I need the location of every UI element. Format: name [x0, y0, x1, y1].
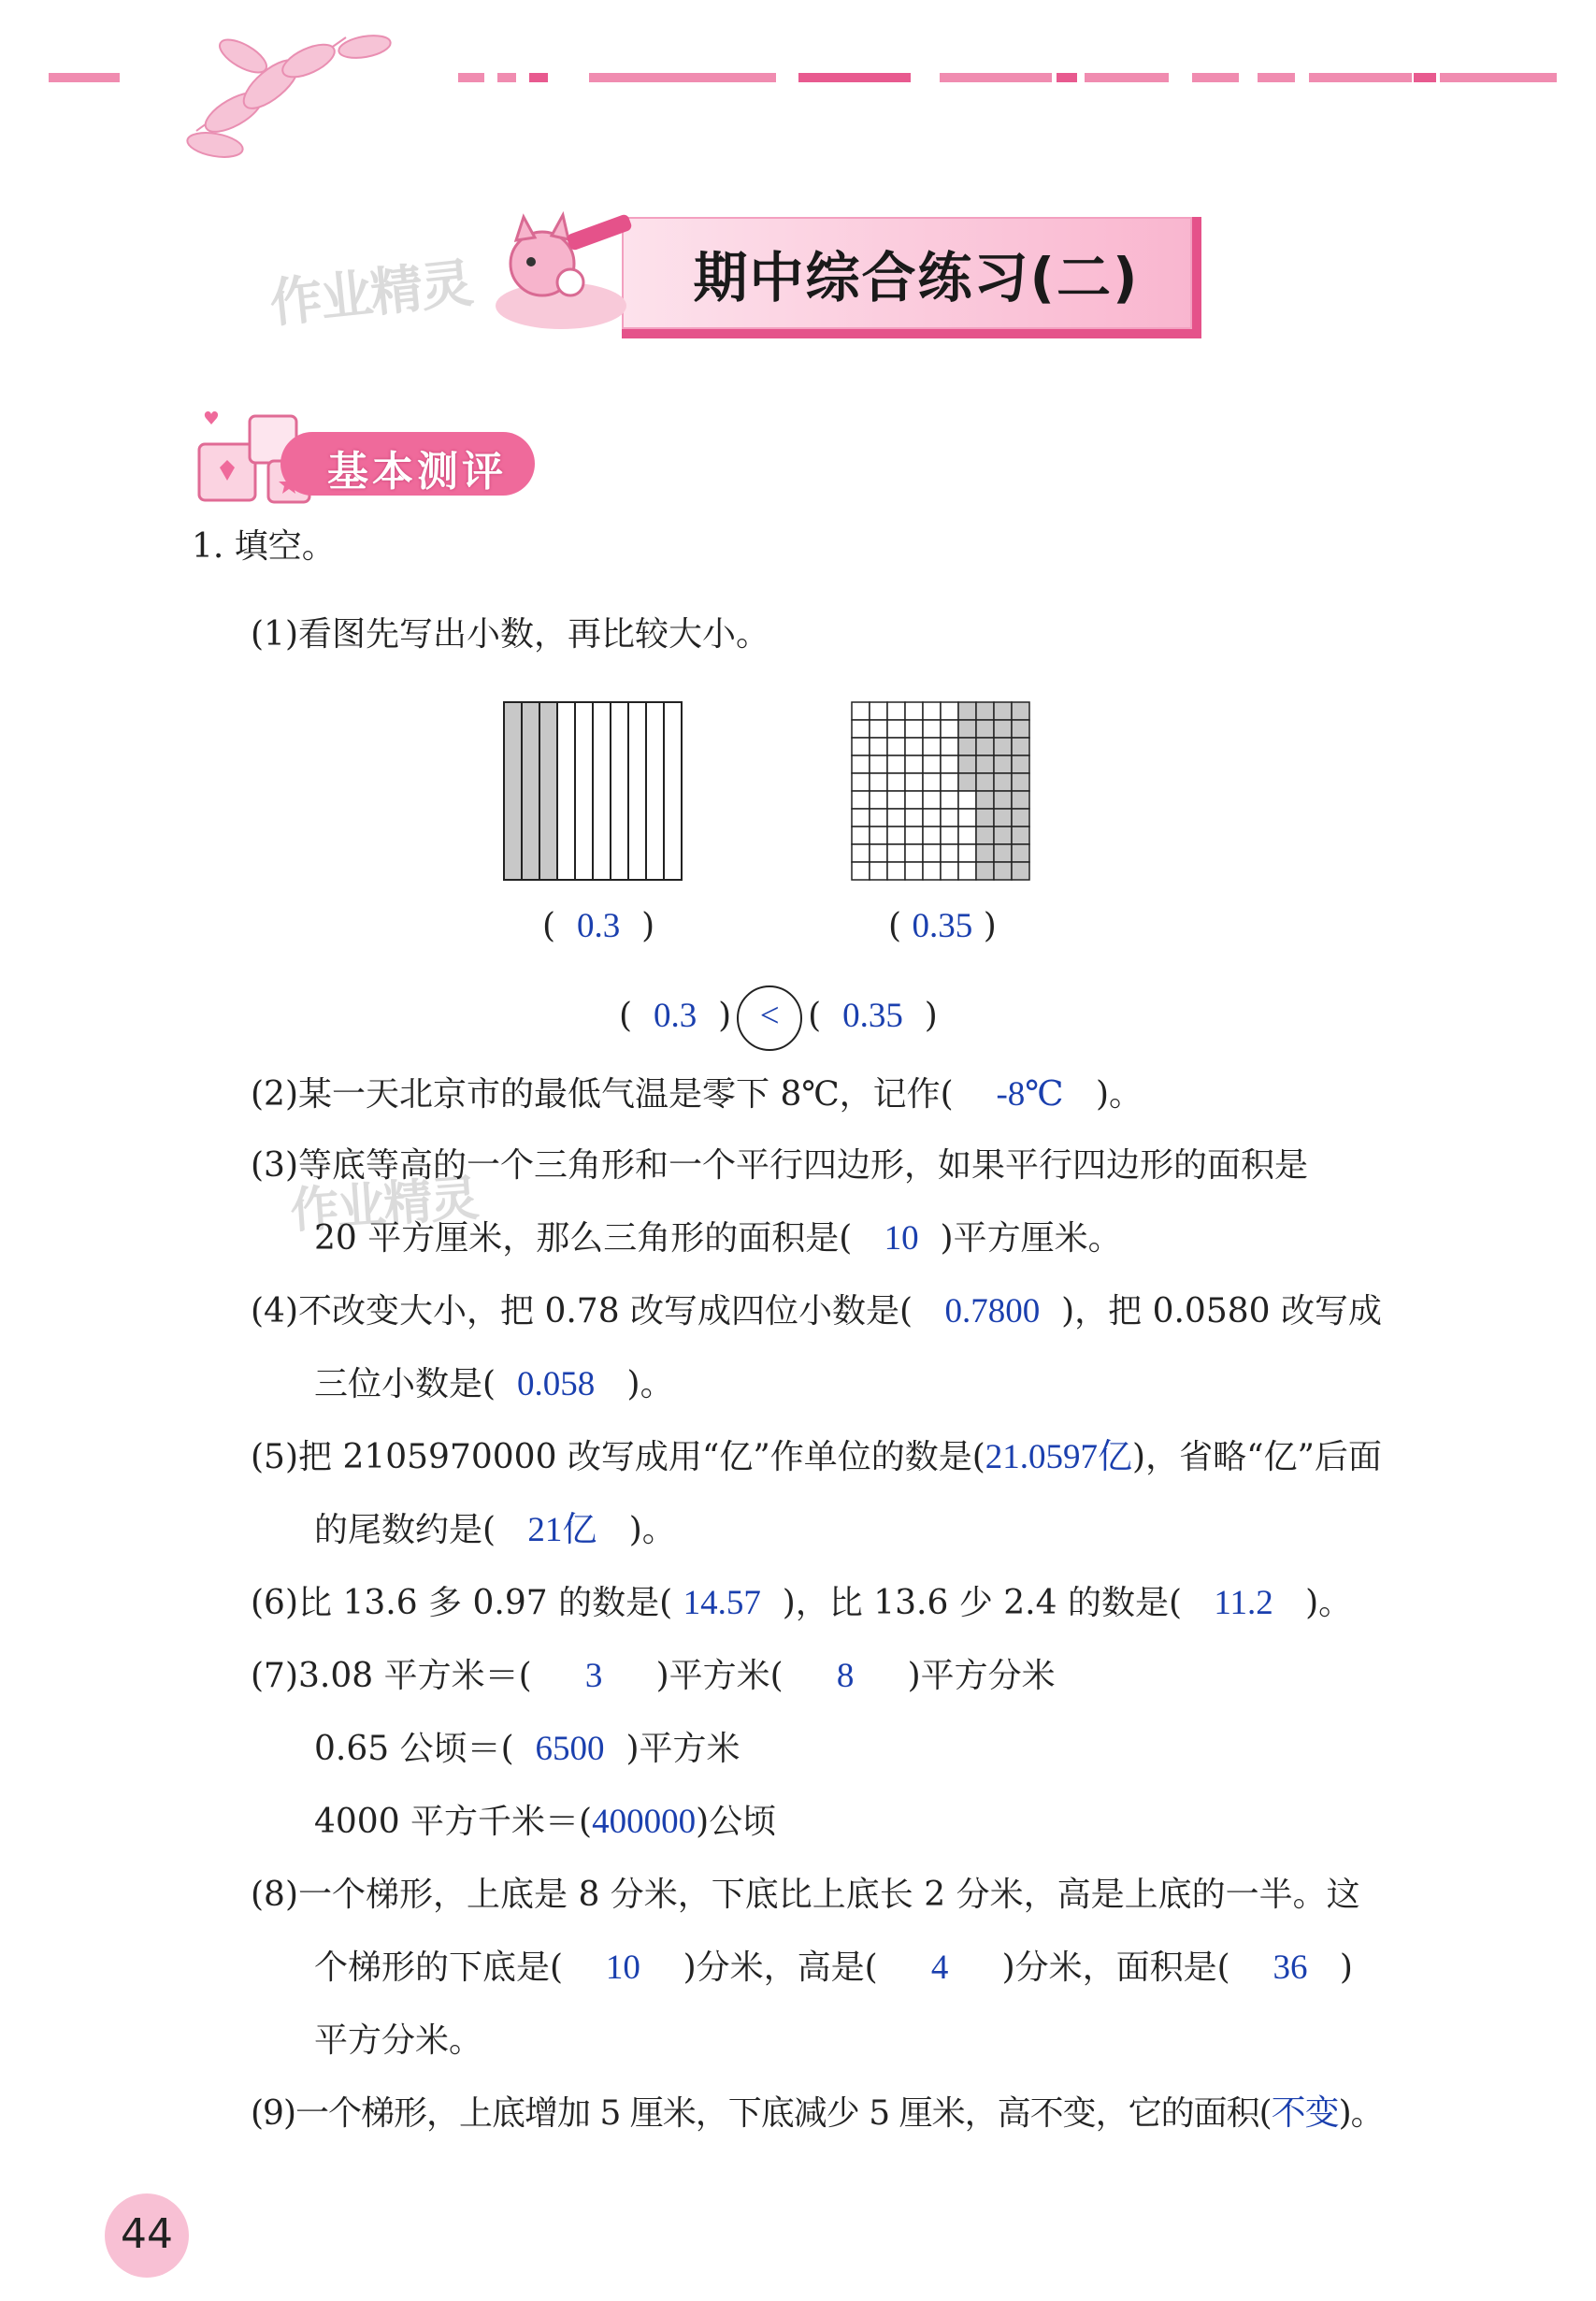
hundredth-cell: [941, 827, 958, 844]
hundredth-cell: [852, 738, 870, 755]
top-stripe: [798, 73, 911, 82]
hundredth-cell: [976, 862, 994, 880]
top-stripe: [1309, 73, 1412, 82]
hundredth-cell: [905, 773, 923, 791]
hundredth-cell: [976, 773, 994, 791]
hundredth-cell: [905, 827, 923, 844]
tenth-strip: [646, 702, 664, 880]
top-stripe: [1057, 73, 1077, 82]
tenth-strip: [593, 702, 611, 880]
hundredth-cell: [852, 702, 870, 720]
top-stripe: [1414, 73, 1436, 82]
answer: 0.3: [576, 907, 621, 945]
text: (4)不改变大小，把 0.78 改写成四位小数是(: [251, 1292, 913, 1330]
hundredths-figure: [851, 701, 1030, 881]
sub-question-5: [251, 1434, 1382, 1481]
hundredth-cell: [994, 844, 1012, 862]
hundredth-cell: [958, 844, 976, 862]
text: )分米，面积是(: [1001, 1949, 1230, 1987]
answer: 0.058: [516, 1365, 596, 1403]
text: (6)比 13.6 多 0.97 的数是(: [251, 1584, 673, 1622]
hundredth-cell: [887, 720, 905, 738]
tenth-strip: [628, 702, 646, 880]
text: ): [1339, 1949, 1353, 1987]
hundredth-cell: [923, 755, 941, 773]
hundredth-cell: [905, 755, 923, 773]
hundredth-cell: [941, 809, 958, 827]
hundredth-cell: [941, 755, 958, 773]
text: )平方厘米。: [940, 1219, 1122, 1258]
hundredth-cell: [887, 809, 905, 827]
hundredth-cell: [958, 755, 976, 773]
hundredth-cell: [870, 702, 887, 720]
hundredth-cell: [852, 773, 870, 791]
answer: 21.0597亿: [985, 1438, 1133, 1476]
text: 个梯形的下底是(: [314, 1949, 564, 1987]
hundredth-cell: [1012, 791, 1029, 809]
sub-question-9: [251, 2091, 1384, 2137]
hundredth-cell: [887, 862, 905, 880]
answer: 3: [584, 1657, 603, 1695]
hundredth-cell: [870, 773, 887, 791]
top-stripe: [589, 73, 776, 82]
text: )，省略“亿”后面: [1132, 1438, 1382, 1476]
hundredth-cell: [1012, 862, 1029, 880]
answer: 11.2: [1214, 1584, 1273, 1622]
hundredth-cell: [1012, 827, 1029, 844]
text: 三位小数是(: [314, 1365, 496, 1403]
hundredth-cell: [994, 755, 1012, 773]
hundredth-cell: [958, 809, 976, 827]
hundredth-cell: [923, 844, 941, 862]
hundredth-cell: [958, 773, 976, 791]
hundredth-cell: [887, 755, 905, 773]
hundredth-cell: [994, 809, 1012, 827]
answer: 0.3: [653, 997, 697, 1035]
hundredth-cell: [958, 827, 976, 844]
top-stripe: [940, 73, 1052, 82]
cat-telescope-icon: [477, 208, 645, 338]
question-heading: 1. 填空。: [192, 527, 336, 566]
hundredth-cell: [958, 738, 976, 755]
hundredth-cell: [905, 702, 923, 720]
hundredth-cell: [976, 844, 994, 862]
text: )。: [1338, 2094, 1384, 2133]
hundredth-cell: [852, 844, 870, 862]
hundredth-cell: [887, 844, 905, 862]
hundredth-cell: [941, 773, 958, 791]
answer: 400000: [592, 1803, 697, 1841]
hundredth-cell: [905, 844, 923, 862]
sub-question-2: [251, 1071, 1143, 1118]
tenth-strip: [522, 702, 539, 880]
hundredth-cell: [958, 791, 976, 809]
text: )。: [626, 1365, 674, 1403]
hundredth-cell: [923, 827, 941, 844]
sub-question-8-line3: 平方分米。: [314, 2021, 483, 2060]
text: )平方米(: [655, 1657, 784, 1695]
hundredth-cell: [1012, 809, 1029, 827]
hundredth-cell: [1012, 738, 1029, 755]
hundredth-cell: [870, 791, 887, 809]
hundredth-cell: [905, 720, 923, 738]
hundredth-cell: [923, 702, 941, 720]
hundredth-cell: [994, 862, 1012, 880]
hundredth-cell: [941, 738, 958, 755]
answer: 不变: [1271, 2094, 1339, 2133]
hundredth-cell: [958, 862, 976, 880]
hundredth-cell: [1012, 755, 1029, 773]
text: )。: [1096, 1075, 1143, 1114]
text: (2)某一天北京市的最低气温是零下 8℃，记作(: [251, 1075, 954, 1114]
hundredth-cell: [923, 809, 941, 827]
top-stripe: [1085, 73, 1169, 82]
answer: 10: [884, 1219, 919, 1258]
hundredth-cell: [852, 791, 870, 809]
comparison-operator: <: [737, 985, 802, 1051]
answer: 0.7800: [944, 1292, 1041, 1330]
answer: 0.35: [842, 997, 903, 1035]
tenth-strip: [557, 702, 575, 880]
hundredth-cell: [905, 738, 923, 755]
text: (7)3.08 平方米＝(: [251, 1657, 532, 1695]
hundredth-cell: [958, 720, 976, 738]
answer: -8℃: [996, 1075, 1064, 1114]
text: 0.65 公顷＝(: [314, 1730, 514, 1768]
sub-question-4: [251, 1288, 1382, 1335]
hundredth-cell: [994, 827, 1012, 844]
hundredth-cell: [994, 720, 1012, 738]
answer: 6500: [535, 1730, 605, 1768]
text: )平方米: [625, 1730, 740, 1768]
hundredth-cell: [941, 720, 958, 738]
answer: 4: [930, 1949, 949, 1987]
text: (9)一个梯形，上底增加 5 厘米，下底减少 5 厘米，高不变，它的面积(: [251, 2094, 1272, 2133]
sub-question-3: (3)等底等高的一个三角形和一个平行四边形，如果平行四边形的面积是: [251, 1146, 1308, 1185]
text: )公顷: [696, 1803, 777, 1841]
watermark-text: 作业精灵: [288, 1171, 480, 1240]
answer: 0.35: [912, 907, 973, 945]
top-stripe: [529, 73, 548, 82]
sub-question-4-cont: [314, 1361, 674, 1408]
top-stripe: [1258, 73, 1295, 82]
hundredth-cell: [941, 862, 958, 880]
sub-question-7-line2: [314, 1726, 740, 1773]
answer: 14.57: [683, 1584, 761, 1622]
hundredth-cell: [976, 791, 994, 809]
hundredth-cell: [941, 844, 958, 862]
hundredth-cell: [887, 738, 905, 755]
hundredth-cell: [870, 755, 887, 773]
comparison-row: ( 0.3 ) < ( 0.35 ): [619, 985, 938, 1051]
text: )分米，高是(: [683, 1949, 878, 1987]
tenth-strip: [664, 702, 682, 880]
hundredth-cell: [994, 791, 1012, 809]
hundredth-cell: [852, 720, 870, 738]
hundredth-cell: [852, 827, 870, 844]
hundredth-cell: [852, 862, 870, 880]
tenth-strip: [539, 702, 557, 880]
hundredth-cell: [976, 809, 994, 827]
section-label: 基本测评: [327, 448, 507, 496]
sub-question-1: (1)看图先写出小数，再比较大小。: [251, 615, 769, 654]
tenth-strip: [504, 702, 522, 880]
hundredth-cell: [976, 755, 994, 773]
top-stripe: [458, 73, 484, 82]
hundredth-cell: [905, 791, 923, 809]
answer: 8: [836, 1657, 855, 1695]
watermark-text: 作业精灵: [266, 252, 475, 336]
hundredth-cell: [887, 702, 905, 720]
tenth-strip: [611, 702, 628, 880]
text: 20 平方厘米，那么三角形的面积是(: [314, 1219, 853, 1258]
hundredth-cell: [887, 773, 905, 791]
fig2-answer: ( 0.35 ): [888, 907, 997, 945]
answer: 10: [605, 1949, 640, 1987]
top-stripe: [1440, 73, 1557, 82]
sub-question-7: [251, 1653, 1056, 1700]
hundredth-cell: [870, 862, 887, 880]
fig1-answer: ( 0.3 ): [542, 907, 655, 945]
hundredth-cell: [976, 827, 994, 844]
hundredth-cell: [870, 827, 887, 844]
hundredth-cell: [941, 791, 958, 809]
page-title: 期中综合练习(二): [693, 246, 1140, 309]
text: )，比 13.6 少 2.4 的数是(: [782, 1584, 1183, 1622]
page-number: 44: [105, 2193, 189, 2278]
hundredth-cell: [923, 791, 941, 809]
hundredth-cell: [1012, 773, 1029, 791]
top-stripe: [49, 73, 120, 82]
top-stripe: [497, 73, 516, 82]
hundredth-cell: [923, 862, 941, 880]
hundredth-cell: [1012, 844, 1029, 862]
text: (5)把 2105970000 改写成用“亿”作单位的数是(: [251, 1438, 985, 1476]
hundredth-cell: [887, 791, 905, 809]
tenth-strip: [575, 702, 593, 880]
hundredth-cell: [852, 809, 870, 827]
hundredth-cell: [1012, 702, 1029, 720]
hundredth-cell: [923, 773, 941, 791]
text: 的尾数约是(: [314, 1511, 496, 1549]
sub-question-8: (8)一个梯形，上底是 8 分米，下底比上底长 2 分米，高是上底的一半。这: [251, 1876, 1360, 1914]
hundredth-cell: [994, 738, 1012, 755]
hundredth-cell: [923, 738, 941, 755]
text: 4000 平方千米＝(: [314, 1803, 593, 1841]
hundredth-cell: [976, 702, 994, 720]
hundredth-cell: [870, 844, 887, 862]
answer: 36: [1272, 1949, 1308, 1987]
hundredth-cell: [852, 755, 870, 773]
leaf-decoration-icon: [178, 19, 421, 168]
text: )。: [628, 1511, 676, 1549]
top-stripe: [1192, 73, 1239, 82]
hundredth-cell: [887, 827, 905, 844]
text: )，把 0.0580 改写成: [1061, 1292, 1382, 1330]
hundredth-cell: [870, 809, 887, 827]
hundredth-cell: [976, 720, 994, 738]
text: )平方分米: [907, 1657, 1056, 1695]
hundredth-cell: [994, 702, 1012, 720]
sub-question-6: [251, 1580, 1352, 1627]
sub-question-7-line3: [314, 1799, 776, 1846]
hundredth-cell: [923, 720, 941, 738]
hundredth-cell: [976, 738, 994, 755]
hundredth-cell: [1012, 720, 1029, 738]
hundredth-cell: [905, 862, 923, 880]
hundredth-cell: [870, 720, 887, 738]
tenths-figure: [503, 701, 683, 881]
hundredth-cell: [905, 809, 923, 827]
hundredth-cell: [941, 702, 958, 720]
answer: 21亿: [527, 1511, 597, 1549]
sub-question-5-cont: [314, 1507, 676, 1554]
sub-question-3-cont: [314, 1215, 1122, 1262]
hundredth-cell: [994, 773, 1012, 791]
text: )。: [1305, 1584, 1353, 1622]
hundredth-cell: [870, 738, 887, 755]
hundredth-cell: [958, 702, 976, 720]
sub-question-8-cont: [314, 1945, 1353, 1992]
